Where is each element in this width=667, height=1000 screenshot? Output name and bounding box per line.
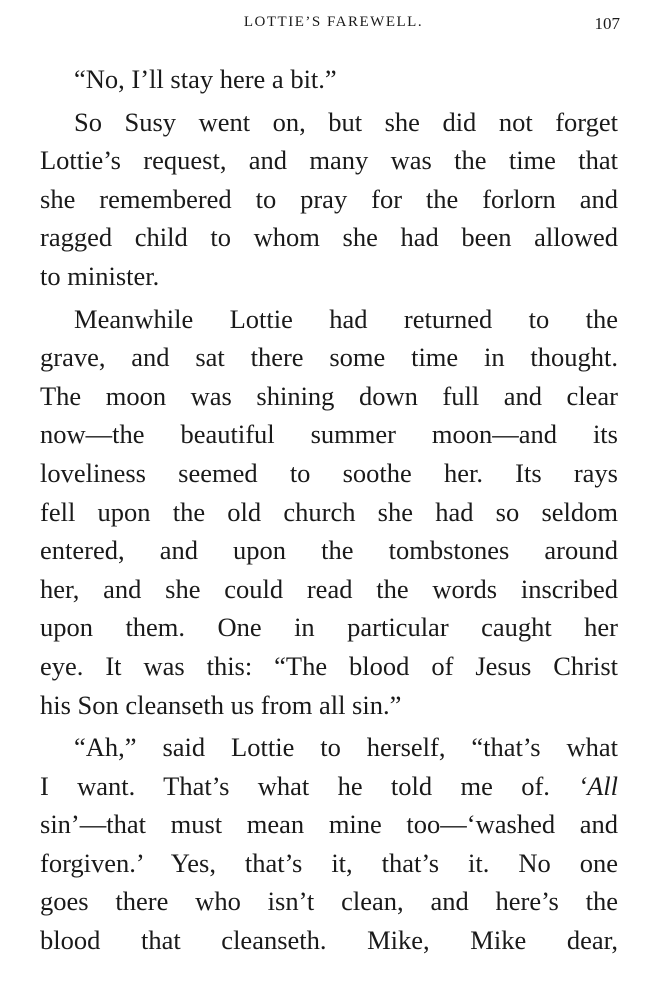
text-line: fell upon the old church she had so seldom <box>40 496 618 527</box>
running-head <box>0 14 667 38</box>
text-line: ragged child to whom she had been allowed <box>40 222 618 253</box>
text-segment: I want. That’s what he told me of. <box>40 770 550 801</box>
chapter-title: LOTTIE’S FAREWELL. <box>243 14 424 30</box>
text-line: upon them. One in particular caught her <box>40 612 618 643</box>
text-line: to minister. <box>40 260 160 291</box>
text-line: grave, and sat there some time in thought. <box>40 342 618 373</box>
text-line: goes there who isn’t clean, and here’s the <box>40 886 618 917</box>
text-line: “Ah,” said Lottie to herself, “that’s what <box>74 732 618 763</box>
text-line: she remembered to pray for the forlorn and <box>40 183 618 214</box>
text-line: his Son cleanseth us from all sin.” <box>40 689 402 720</box>
text-line: Meanwhile Lottie had returned to the <box>74 303 618 334</box>
text-line: sin’—that must mean mine too—‘washed and <box>40 809 618 840</box>
italic-word: ‘All <box>578 770 619 801</box>
text-line: Lottie’s request, and many was the time that <box>40 145 618 176</box>
page-number: 107 <box>594 14 620 33</box>
text-line: So Susy went on, but she did not forget <box>74 106 618 137</box>
text-line: loveliness seemed to soothe her. Its rays <box>40 457 618 488</box>
body-text <box>40 60 618 960</box>
text-line: forgiven.’ Yes, that’s it, that’s it. No one <box>40 847 618 878</box>
text-line: now—the beautiful summer moon—and its <box>40 419 618 450</box>
text-line <box>40 767 618 806</box>
text-line: entered, and upon the tombstones around <box>40 535 618 566</box>
text-line: eye. It was this: “The blood of Jesus Christ <box>40 650 618 681</box>
text-line: her, and she could read the words inscribed <box>40 573 618 604</box>
text-line: The moon was shining down full and clear <box>40 380 618 411</box>
text-line: blood that cleanseth. Mike, Mike dear, <box>40 925 618 956</box>
text-line: “No, I’ll stay here a bit.” <box>74 64 337 94</box>
